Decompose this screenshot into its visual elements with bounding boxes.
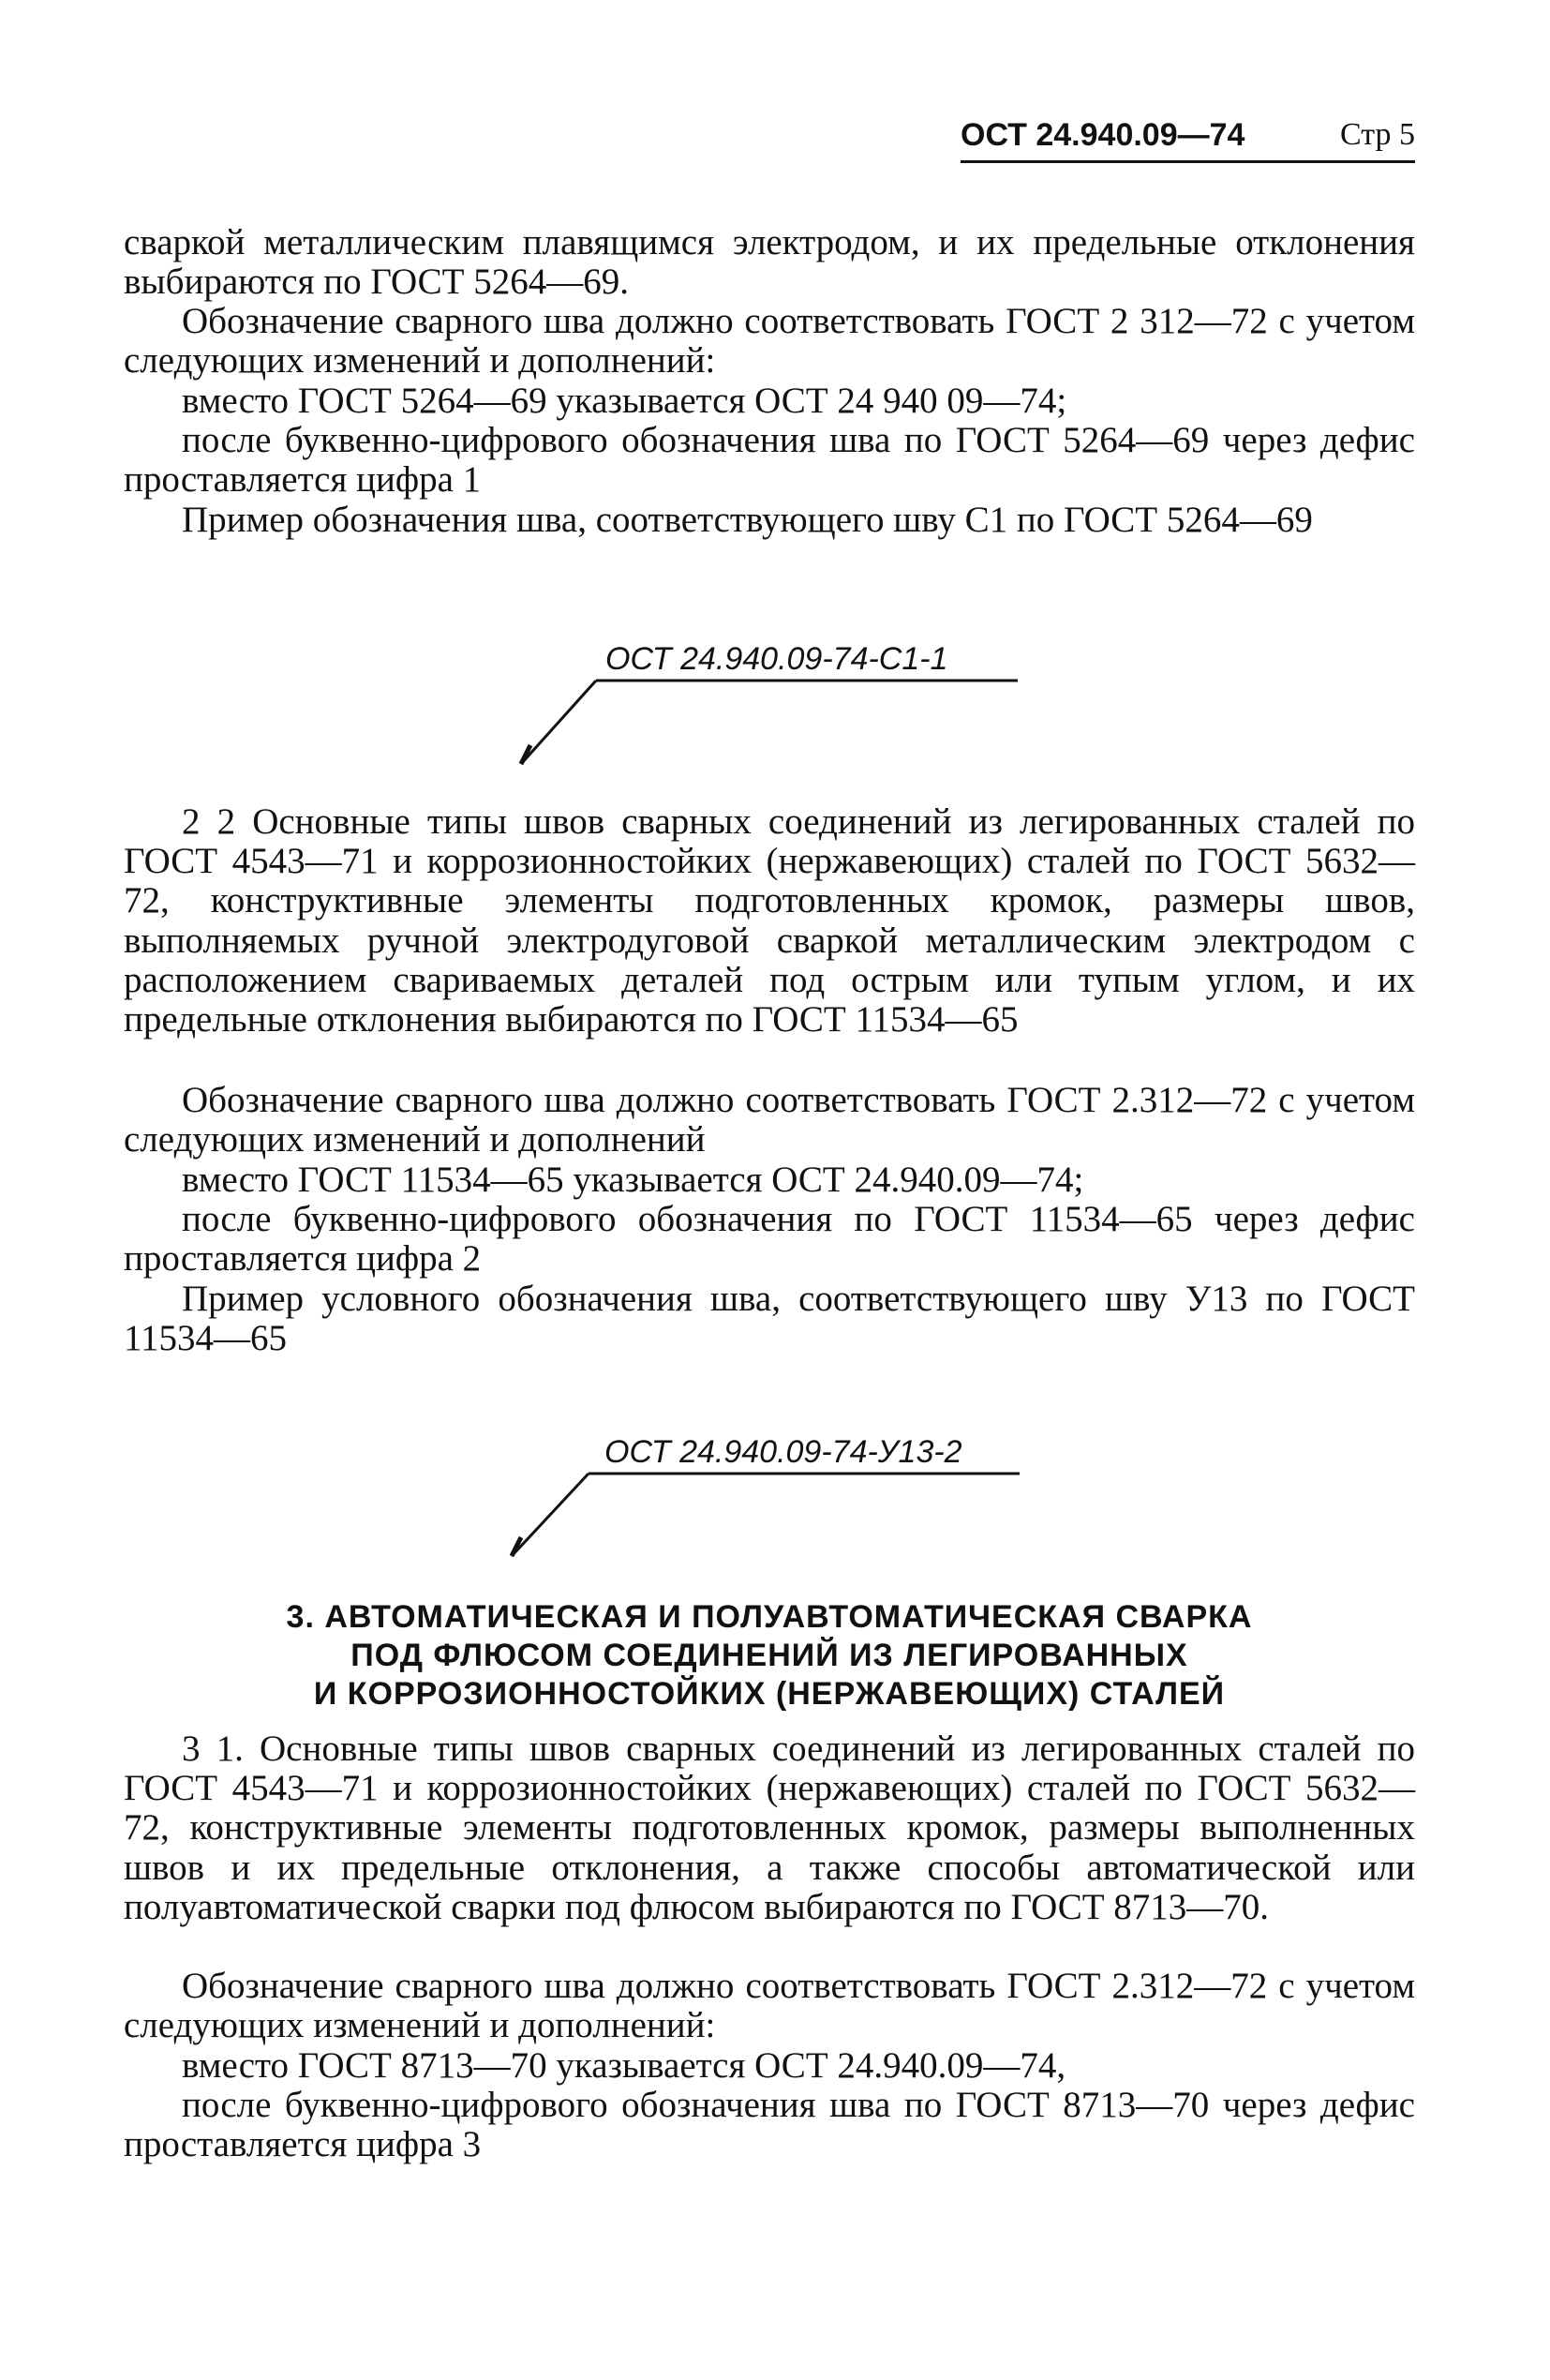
paragraph: Пример условного обозначения шва, соответствующего шву У13 по ГОСТ 11534—65 [124, 1279, 1415, 1359]
paragraph: вместо ГОСТ 11534—65 указывается ОСТ 24.940.09—74; [182, 1160, 1084, 1200]
paragraph: после буквенно-цифрового обозначения шва по ГОСТ 8713—70 через дефис проставляется цифра 3 [124, 2085, 1415, 2165]
paragraph: 3 1. Основные типы швов сварных соединений из легированных сталей по ГОСТ 4543—71 и коррозионностойких (нержавеющих) сталей по ГОСТ 5632—72, конструктивные элементы подготовленных кромок, размеры выполненных швов и их предельные отклонения, а также способы автоматической или полуавтоматической сварки под флюсом выбираются по ГОСТ 8713—70. [124, 1729, 1415, 1927]
page-number: Стр 5 [1339, 117, 1415, 152]
document-code: ОСТ 24.940.09—74 [961, 117, 1245, 153]
weld-mark-arrow [512, 1537, 521, 1556]
paragraph: Обозначение сварного шва должно соответствовать ГОСТ 2 312—72 с учетом следующих изменений и дополнений: [124, 301, 1415, 382]
weld-mark-2 [512, 1434, 1020, 1556]
section-3-heading-line: И КОРРОЗИОННОСТОЙКИХ (НЕРЖАВЕЮЩИХ) СТАЛЕЙ [313, 1676, 1226, 1712]
section-3-heading [124, 1598, 1415, 1714]
weld-mark-1 [521, 641, 1018, 764]
paragraph: Обозначение сварного шва должно соответствовать ГОСТ 2.312—72 с учетом следующих изменений и дополнений: [124, 1966, 1415, 2046]
weld-mark-label: ОСТ 24.940.09-74-У13-2 [604, 1434, 962, 1470]
paragraph: сваркой металлическим плавящимся электродом, и их предельные отклонения выбираются по ГОСТ 5264—69. [124, 222, 1415, 303]
header-underline [961, 160, 1415, 163]
section-3-heading-line: ПОД ФЛЮСОМ СОЕДИНЕНИЙ ИЗ ЛЕГИРОВАННЫХ [350, 1638, 1188, 1673]
paragraph: вместо ГОСТ 5264—69 указывается ОСТ 24 940 09—74; [182, 381, 1067, 421]
section-3-heading-line: 3. АВТОМАТИЧЕСКАЯ И ПОЛУАВТОМАТИЧЕСКАЯ СВАРКА [286, 1599, 1253, 1635]
paragraph: после буквенно-цифрового обозначения по ГОСТ 11534—65 через дефис проставляется цифра 2 [124, 1199, 1415, 1280]
paragraph: вместо ГОСТ 8713—70 указывается ОСТ 24.940.09—74, [182, 2045, 1066, 2086]
weld-mark-label: ОСТ 24.940.09-74-С1-1 [605, 641, 948, 677]
paragraph: Пример обозначения шва, соответствующего шву С1 по ГОСТ 5264—69 [182, 500, 1313, 540]
paragraph: 2 2 Основные типы швов сварных соединений из легированных сталей по ГОСТ 4543—71 и коррозионностойких (нержавеющих) сталей по ГОСТ 5632—72, конструктивные элементы подготовленных кромок, размеры швов, выполняемых ручной электродуговой сваркой металлическим электродом с расположением свариваемых деталей под острым или тупым углом, и их предельные отклонения выбираются по ГОСТ 11534—65 [124, 801, 1415, 1040]
weld-mark-leader [512, 1474, 589, 1556]
paragraph: Обозначение сварного шва должно соответствовать ГОСТ 2.312—72 с учетом следующих изменений и дополнений [124, 1080, 1415, 1160]
weld-mark-leader [521, 681, 596, 764]
weld-mark-arrow [521, 745, 530, 764]
paragraph: после буквенно-цифрового обозначения шва по ГОСТ 5264—69 через дефис проставляется цифра 1 [124, 420, 1415, 501]
